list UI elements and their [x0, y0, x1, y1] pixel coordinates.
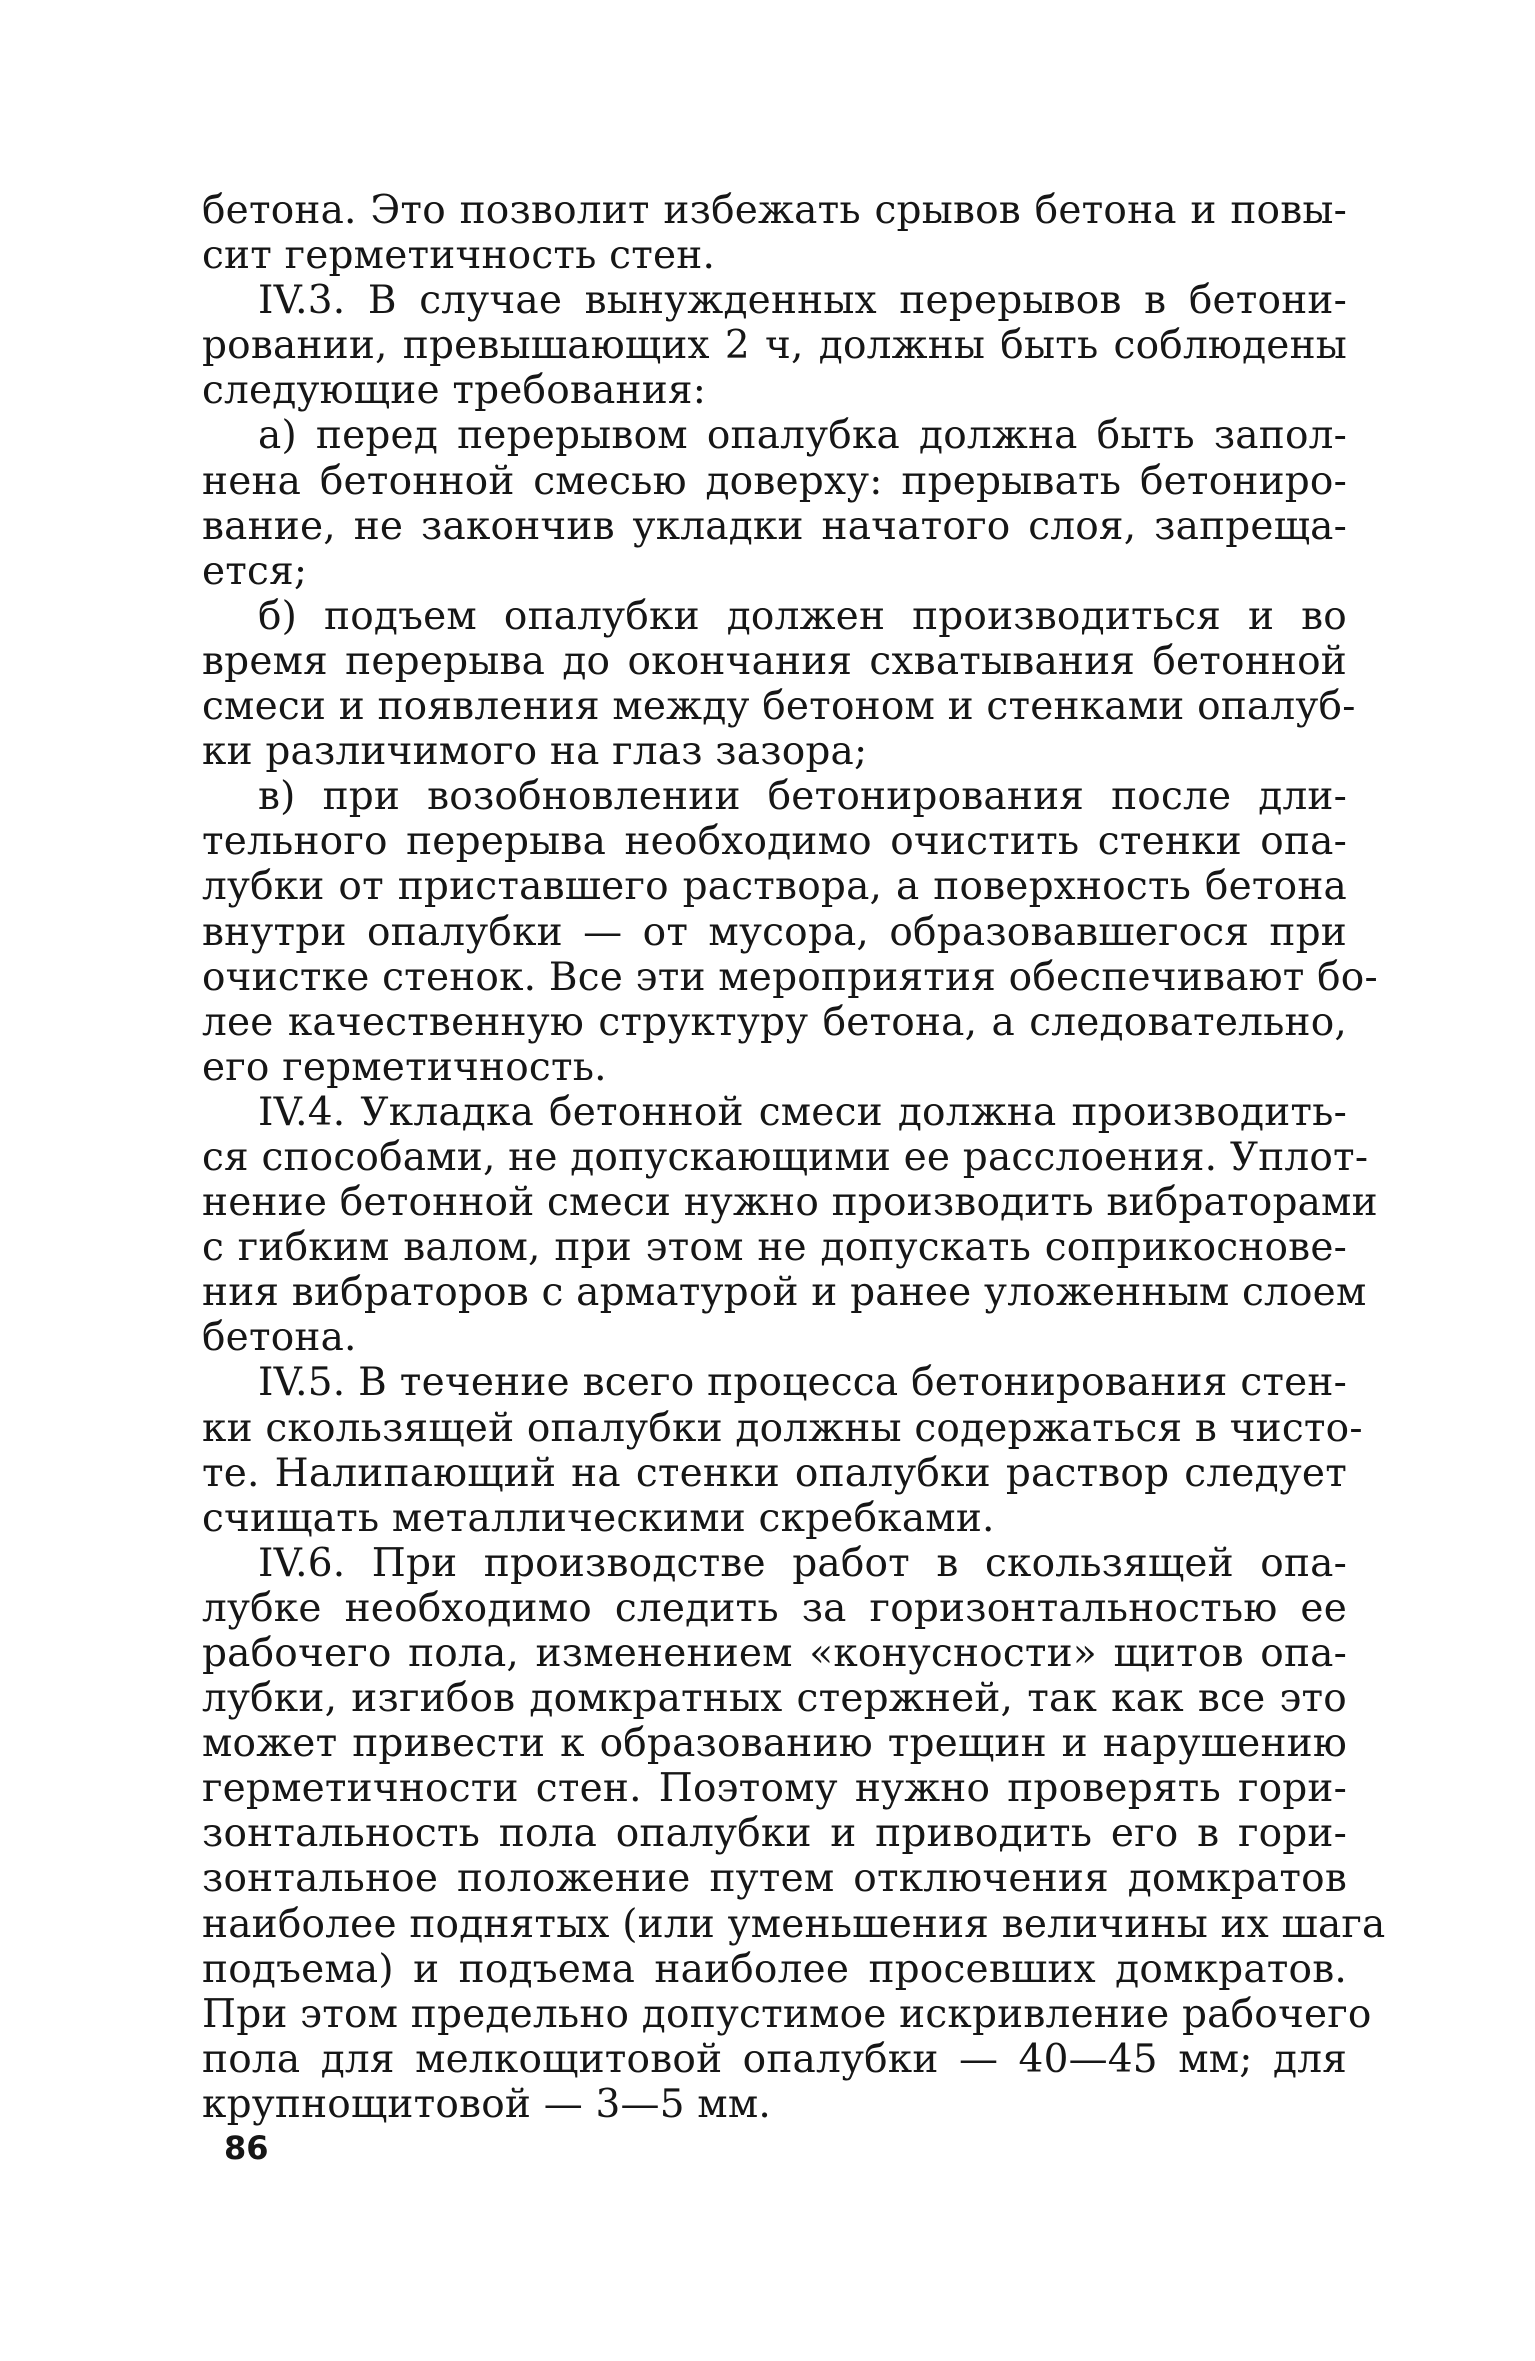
text-line: те. Налипающий на стенки опалубки раствор следует [202, 1450, 1347, 1496]
text-line: IV.4. Укладка бетонной смеси должна производить- [258, 1089, 1347, 1135]
text-line: бетона. [202, 1315, 357, 1361]
text-line: сит герметичность стен. [202, 233, 716, 279]
text-line: счищать металлическими скребками. [202, 1495, 995, 1541]
text-line: крупнощитовой — 3—5 мм. [202, 2081, 771, 2127]
text-line: лубке необходимо следить за горизонтальностью ее [202, 1585, 1347, 1631]
text-line: лее качественную структуру бетона, а следовательно, [202, 999, 1347, 1045]
text-line: зонтальность пола опалубки и приводить его в гори- [202, 1811, 1347, 1857]
text-line: ния вибраторов с арматурой и ранее уложенным слоем [202, 1270, 1367, 1316]
text-line: ки различимого на глаз зазора; [202, 729, 868, 775]
text-line: рабочего пола, изменением «конусности» щитов опа- [202, 1631, 1347, 1676]
text-line: При этом предельно допустимое искривление рабочего [202, 1991, 1372, 2037]
text-line: лубки от приставшего раствора, а поверхность бетона [202, 864, 1347, 910]
text-line: нение бетонной смеси нужно производить вибраторами [202, 1180, 1378, 1226]
text-line: вание, не закончив укладки начатого слоя, запреща- [202, 503, 1347, 549]
text-line: его герметичность. [202, 1044, 607, 1090]
page-number: 86 [224, 2129, 269, 2167]
text-line: бетона. Это позволит избежать срывов бетона и повы- [202, 188, 1347, 233]
text-line: зонтальное положение путем отключения домкратов [202, 1856, 1347, 1902]
text-line: а) перед перерывом опалубка должна быть запол- [258, 413, 1347, 459]
page-body [202, 188, 1386, 2127]
text-line: ровании, превышающих 2 ч, должны быть соблюдены [202, 323, 1347, 369]
text-line: следующие требования: [202, 368, 707, 414]
text-line: лубки, изгибов домкратных стержней, так как все это [202, 1676, 1347, 1722]
text-line: IV.5. В течение всего процесса бетонирования стен- [258, 1360, 1347, 1406]
text-line: в) при возобновлении бетонирования после дли- [258, 774, 1347, 820]
text-line: наиболее поднятых (или уменьшения величины их шага [202, 1901, 1386, 1947]
text-line: внутри опалубки — от мусора, образовавшегося при [202, 909, 1347, 955]
text-line: герметичности стен. Поэтому нужно проверять гори- [202, 1766, 1347, 1812]
text-line: б) подъем опалубки должен производиться и во [258, 593, 1347, 639]
text-line: с гибким валом, при этом не допускать соприкоснове- [202, 1225, 1347, 1271]
text-line: IV.3. В случае вынужденных перерывов в бетони- [258, 278, 1347, 324]
text-line: очистке стенок. Все эти мероприятия обеспечивают бо- [202, 954, 1378, 1000]
text-line: тельного перерыва необходимо очистить стенки опа- [202, 819, 1347, 865]
text-line: IV.6. При производстве работ в скользящей опа- [258, 1540, 1347, 1586]
text-line: смеси и появления между бетоном и стенками опалуб- [202, 684, 1356, 730]
text-line: ется; [202, 548, 308, 594]
text-line: нена бетонной смесью доверху: прерывать бетониро- [202, 458, 1347, 504]
text-line: ся способами, не допускающими ее расслоения. Уплот- [202, 1134, 1369, 1180]
text-line: время перерыва до окончания схватывания бетонной [202, 638, 1347, 684]
text-line: может привести к образованию трещин и нарушению [202, 1721, 1347, 1767]
text-line: пола для мелкощитовой опалубки — 40—45 мм; для [202, 2036, 1347, 2082]
text-line: подъема) и подъема наиболее просевших домкратов. [202, 1946, 1347, 1992]
text-line: ки скользящей опалубки должны содержаться в чисто- [202, 1405, 1363, 1451]
